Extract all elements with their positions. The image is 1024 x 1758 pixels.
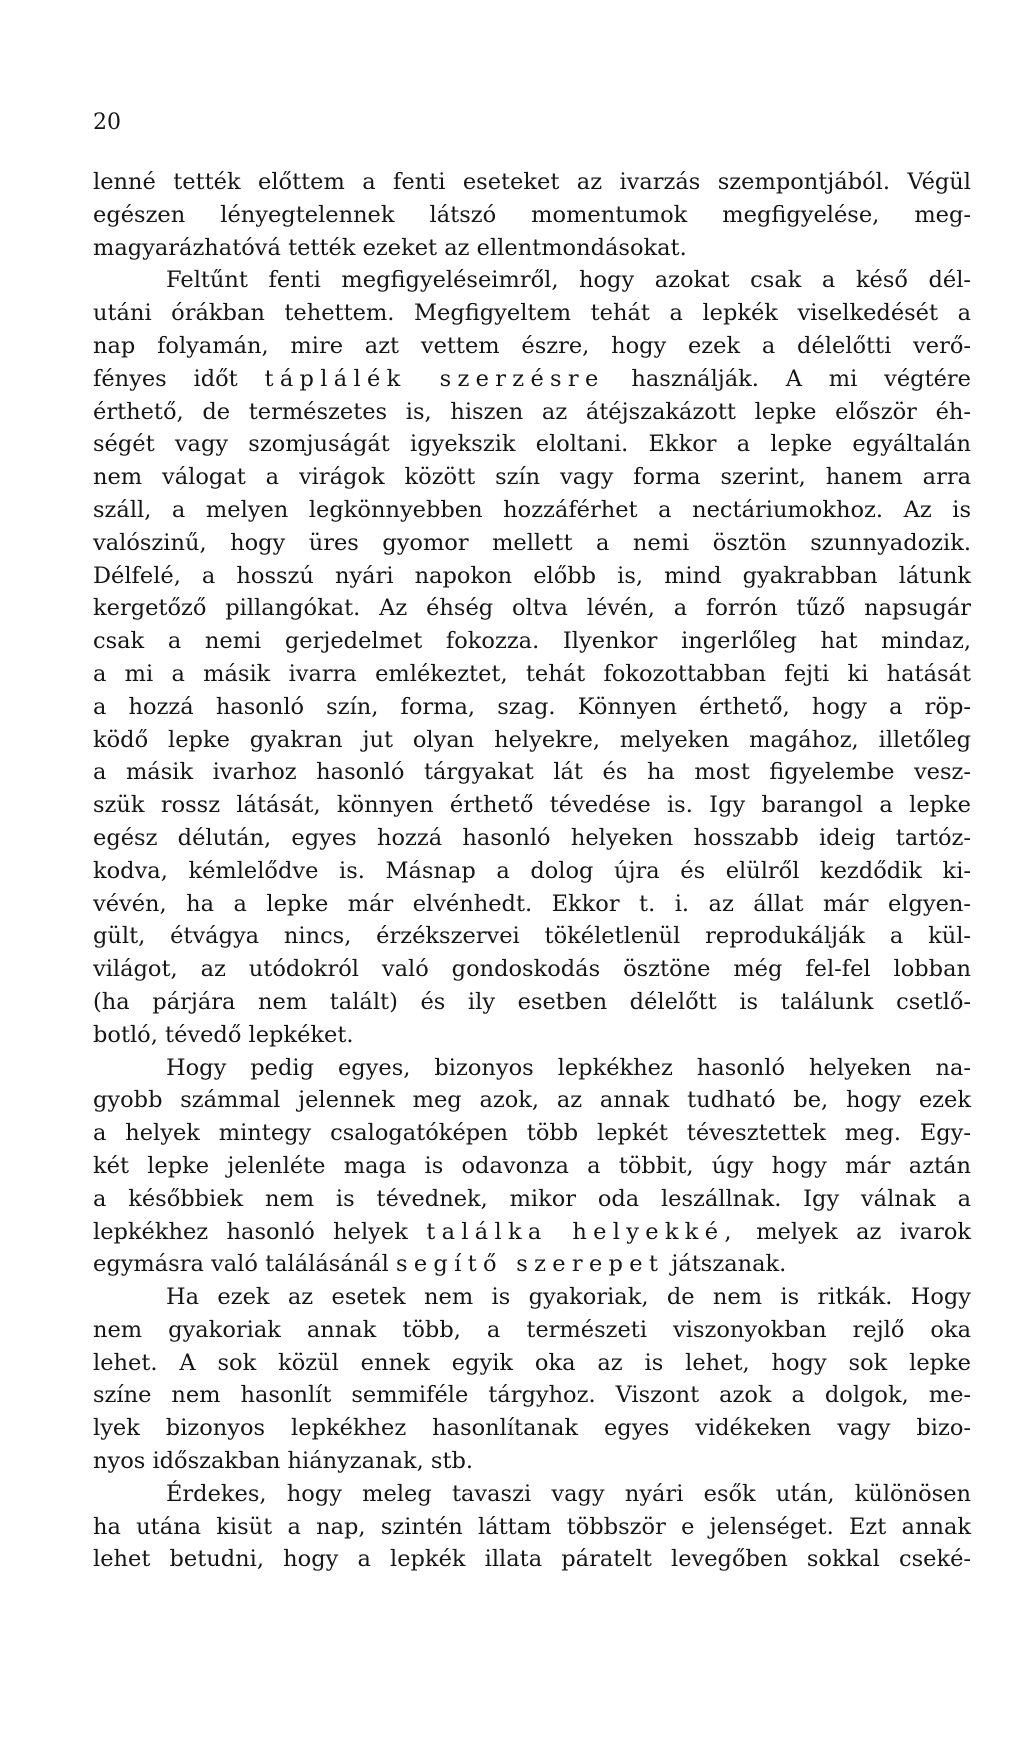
text-line [93,396,971,429]
text-run: világot, az utódokról való gondoskodás ösztöne még fel-fel lobban [93,956,971,983]
text-line [93,1019,971,1052]
text-run: érthető, de természetes is, hiszen az átéjszakázott lepke először éh- [93,398,971,425]
text-line [93,658,971,691]
text-run: utáni órákban tehettem. Megfigyeltem tehát a lepkék viselkedését a [93,300,971,327]
text-run: csak a nemi gerjedelmet fokozza. Ilyenkor ingerlőleg hat mindaz, [93,628,971,655]
text-run: egészen lényegtelennek látszó momentumok megfigyelése, meg- [93,201,971,228]
text-line [93,953,971,986]
text-run: szük rossz látását, könnyen érthető tévedése is. Igy barangol a lepke [93,792,971,819]
text-run: színe nem hasonlít semmiféle tárgyhoz. Viszont azok a dolgok, me- [93,1382,971,1409]
text-run: Hogy pedig egyes, bizonyos lepkékhez hasonló helyeken na- [166,1054,971,1081]
text-run: valószinű, hogy üres gyomor mellett a nemi ösztön szunnyadozik. [93,529,971,556]
text-line [93,461,971,494]
text-line [93,1117,971,1150]
text-run: kergetőző pillangókat. Az éhség oltva lévén, a forrón tűző napsugár [93,595,971,622]
text-run: Ha ezek az esetek nem is gyakoriak, de nem is ritkák. Hogy [166,1284,971,1311]
text-run: Érdekes, hogy meleg tavaszi vagy nyári esők után, különösen [166,1480,971,1507]
text-run: egymásra való találásánál [93,1251,396,1278]
spaced-emphasis-text: segítő szerepet [395,1251,665,1278]
text-run: egész délután, egyes hozzá hasonló helyeken hosszabb ideig tartóz- [93,824,971,851]
text-line [93,1314,971,1347]
text-line [93,1543,971,1576]
text-line [93,1379,971,1412]
text-line [93,264,971,297]
text-line [93,363,971,396]
text-run: (ha párjára nem talált) és ily esetben délelőtt is találunk csetlő- [93,988,971,1015]
text-run: botló, tévedő lepkéket. [93,1021,354,1048]
text-run: a másik ivarhoz hasonló tárgyakat lát és ha most figyelembe vesz- [93,759,971,786]
text-line [93,1248,971,1281]
text-run: a mi a másik ivarra emlékeztet, tehát fokozottabban fejti ki hatását [93,660,971,687]
text-run: magyarázhatóvá tették ezeket az ellentmondásokat. [93,234,687,261]
text-run: lehet betudni, hogy a lepkék illata páratelt levegőben sokkal cseké- [93,1546,971,1573]
text-run: ha utána kisüt a nap, szintén láttam többször e jelenséget. Ezt annak [93,1513,971,1540]
text-line [93,1084,971,1117]
text-run: használják. A mi végtére [604,365,971,392]
text-line [93,560,971,593]
text-line [93,724,971,757]
text-line [93,1052,971,1085]
text-line [93,1412,971,1445]
text-run: nyos időszakban hiányzanak, stb. [93,1448,474,1475]
text-run: lepkékhez hasonló helyek [93,1218,427,1245]
text-run: Feltűnt fenti megfigyeléseimről, hogy azokat csak a késő dél- [166,267,971,294]
text-run: két lepke jelenléte maga is odavonza a többit, úgy hogy már aztán [93,1152,971,1179]
text-run: a későbbiek nem is tévednek, mikor oda leszállnak. Igy válnak a [93,1185,971,1212]
text-line [93,1281,971,1314]
text-line [93,1347,971,1380]
text-line [93,527,971,560]
text-run: nem válogat a virágok között szín vagy forma szerint, hanem arra [93,464,971,491]
text-run: nem gyakoriak annak több, a természeti viszonyokban rejlő oka [93,1316,971,1343]
text-line [93,297,971,330]
text-line [93,986,971,1019]
text-line [93,789,971,822]
text-run: fényes időt [93,365,265,392]
text-line [93,1150,971,1183]
text-line [93,166,971,199]
text-line [93,199,971,232]
text-run: ségét vagy szomjuságát igyekszik eloltani. Ekkor a lepke egyáltalán [93,431,971,458]
text-line [93,855,971,888]
text-run: a hozzá hasonló szín, forma, szag. Könnyen érthető, hogy a röp- [93,693,971,720]
text-run: száll, a melyen legkönnyebben hozzáférhet a nectáriumokhoz. Az is [93,496,971,523]
text-line [93,920,971,953]
text-run: Délfelé, a hosszú nyári napokon előbb is, mind gyakrabban látunk [93,562,971,589]
text-line [93,1216,971,1249]
text-run: gült, étvágya nincs, érzékszervei tökéletlenül reprodukálják a kül- [93,923,971,950]
text-line [93,1511,971,1544]
text-line [93,428,971,461]
text-line [93,625,971,658]
text-run: nap folyamán, mire azt vettem észre, hogy ezek a délelőtti verő- [93,332,971,359]
text-run: gyobb számmal jelennek meg azok, az annak tudható be, hogy ezek [93,1087,971,1114]
text-line [93,1445,971,1478]
text-run: a helyek mintegy csalogatóképen több lepkét tévesztettek meg. Egy- [93,1120,971,1147]
text-run: játszanak. [664,1251,787,1278]
text-line [93,756,971,789]
body-text [93,166,971,1576]
text-line [93,822,971,855]
spaced-emphasis-text: találka helyekké, [426,1218,738,1245]
text-line [93,592,971,625]
text-line [93,888,971,921]
text-run: ködő lepke gyakran jut olyan helyekre, melyeken magához, illetőleg [93,726,971,753]
page-number: 20 [93,110,121,135]
text-line [93,1478,971,1511]
text-run: lehet. A sok közül ennek egyik oka az is lehet, hogy sok lepke [93,1349,971,1376]
text-run: kodva, kémlelődve is. Másnap a dolog újra és elülről kezdődik ki- [93,857,971,884]
text-line [93,1183,971,1216]
text-line [93,232,971,265]
text-run: lenné tették előttem a fenti eseteket az ivarzás szempontjából. Végül [93,169,971,195]
text-line [93,691,971,724]
text-run: melyek az ivarok [737,1218,972,1245]
spaced-emphasis-text: táplálék szerzésre [264,365,605,392]
text-run: lyek bizonyos lepkékhez hasonlítanak egyes vidékeken vagy bizo- [93,1415,971,1442]
text-line [93,494,971,527]
text-run: vévén, ha a lepke már elvénhedt. Ekkor t. i. az állat már elgyen- [93,890,971,917]
text-line [93,330,971,363]
